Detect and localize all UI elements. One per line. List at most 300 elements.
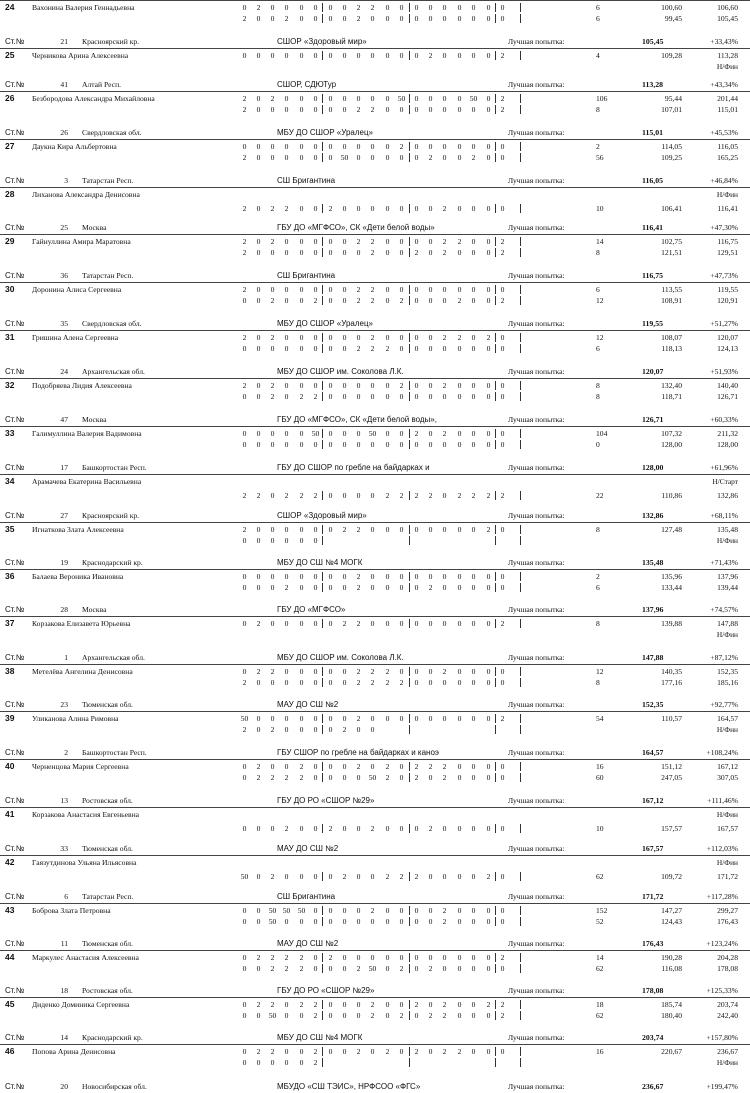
gate-penalty: 0 xyxy=(399,762,404,771)
gate-penalty: 0 xyxy=(328,1000,333,1009)
gate-penalty: 0 xyxy=(284,667,289,676)
start-label: Ст.№ xyxy=(5,319,25,328)
club-name: ГБУ ДО РО «СШОР №29» xyxy=(277,986,375,995)
gate-penalty: 2 xyxy=(270,204,275,213)
gate-penalty: 2 xyxy=(385,872,390,881)
gate-penalty: 0 xyxy=(428,285,433,294)
run-time: 95,44 xyxy=(664,94,682,103)
gate-penalty: 0 xyxy=(385,14,390,23)
gate-penalty: 2 xyxy=(500,953,505,962)
gate-penalty: 0 xyxy=(442,105,447,114)
entry-header xyxy=(0,905,750,916)
start-label: Ст.№ xyxy=(5,796,25,805)
column-divider xyxy=(495,14,496,23)
athlete-entry xyxy=(0,807,750,855)
penalty-total: 62 xyxy=(596,964,604,973)
gate-penalty: 0 xyxy=(328,906,333,915)
gate-penalty: 2 xyxy=(457,333,462,342)
gate-penalty: 0 xyxy=(399,440,404,449)
run-line xyxy=(0,677,750,688)
gate-penalty: 0 xyxy=(256,572,261,581)
start-number: 6 xyxy=(64,892,68,901)
run-total: 176,43 xyxy=(717,917,738,926)
penalty-total: 22 xyxy=(596,491,604,500)
gate-penalty: 2 xyxy=(500,105,505,114)
gate-penalty: 0 xyxy=(256,1011,261,1020)
gate-penalty: 0 xyxy=(486,94,491,103)
gate-penalty: 0 xyxy=(342,1047,347,1056)
gate-penalty: 2 xyxy=(500,491,505,500)
gate-penalty: 0 xyxy=(242,3,247,12)
gate-penalty: 0 xyxy=(284,678,289,687)
start-club-line xyxy=(0,891,750,902)
run-total: 113,28 xyxy=(717,51,738,60)
gate-penalty: 0 xyxy=(342,667,347,676)
penalty-total: 8 xyxy=(596,248,600,257)
athlete-entry xyxy=(0,187,750,234)
gate-penalty: 0 xyxy=(270,714,275,723)
gate-penalty: 0 xyxy=(442,392,447,401)
start-label: Ст.№ xyxy=(5,80,25,89)
gate-penalty: 0 xyxy=(486,762,491,771)
gate-penalty: 0 xyxy=(370,14,375,23)
best-attempt-label: Лучшая попытка: xyxy=(508,176,565,185)
gate-penalty: 2 xyxy=(486,872,491,881)
gate-penalty: 0 xyxy=(414,572,419,581)
gate-penalty: 2 xyxy=(370,678,375,687)
gate-penalty: 0 xyxy=(442,572,447,581)
gate-penalty: 0 xyxy=(242,572,247,581)
column-divider xyxy=(409,105,410,114)
column-divider xyxy=(322,572,323,581)
status-line xyxy=(0,629,750,640)
gate-penalty: 50 xyxy=(240,872,249,881)
gate-penalty: 0 xyxy=(500,381,505,390)
run-line xyxy=(0,823,750,834)
best-attempt-value: 236,67 xyxy=(642,1082,664,1091)
gate-penalty: 2 xyxy=(270,872,275,881)
behind-percent: +125,33% xyxy=(706,986,738,995)
run-line xyxy=(0,582,750,593)
gate-penalty: 50 xyxy=(340,153,349,162)
gate-penalty: 0 xyxy=(471,1000,476,1009)
column-divider xyxy=(322,917,323,926)
best-attempt-label: Лучшая попытка: xyxy=(508,796,565,805)
region: Архангельская обл. xyxy=(82,367,145,376)
gate-penalty: 0 xyxy=(399,667,404,676)
best-attempt-value: 167,57 xyxy=(642,844,664,853)
gate-penalty: 0 xyxy=(299,51,304,60)
gate-penalty: 2 xyxy=(356,667,361,676)
club-name: МАУ ДО СШ №2 xyxy=(277,844,339,853)
start-number: 11 xyxy=(60,939,68,948)
column-divider xyxy=(520,714,521,723)
gate-penalty: 2 xyxy=(356,1047,361,1056)
column-divider xyxy=(520,14,521,23)
gate-penalty: 0 xyxy=(313,906,318,915)
gate-penalty: 0 xyxy=(399,14,404,23)
best-attempt-value: 164,57 xyxy=(642,748,664,757)
start-label: Ст.№ xyxy=(5,176,25,185)
gate-penalty: 2 xyxy=(442,237,447,246)
gate-penalty: 2 xyxy=(242,153,247,162)
gate-penalty: 0 xyxy=(299,525,304,534)
gate-penalty: 2 xyxy=(356,714,361,723)
gate-penalty: 0 xyxy=(471,525,476,534)
entry-header xyxy=(0,524,750,535)
gate-penalty: 0 xyxy=(356,953,361,962)
gate-penalty: 2 xyxy=(299,392,304,401)
gate-penalty: 0 xyxy=(428,525,433,534)
best-attempt-value: 178,08 xyxy=(642,986,664,995)
gate-penalty: 2 xyxy=(442,429,447,438)
column-divider xyxy=(322,619,323,628)
column-divider xyxy=(495,917,496,926)
gate-penalty: 0 xyxy=(284,3,289,12)
gate-penalty: 0 xyxy=(414,296,419,305)
best-attempt-value: 128,00 xyxy=(642,463,664,472)
column-divider xyxy=(409,285,410,294)
gate-penalty: 2 xyxy=(414,429,419,438)
gate-penalty: 0 xyxy=(328,872,333,881)
penalty-total: 8 xyxy=(596,381,600,390)
gate-penalty: 2 xyxy=(356,762,361,771)
gate-penalty: 0 xyxy=(471,204,476,213)
gate-penalty: 0 xyxy=(414,714,419,723)
column-divider xyxy=(520,248,521,257)
athlete-entry xyxy=(0,903,750,950)
gate-penalty: 2 xyxy=(486,1000,491,1009)
gate-penalty: 0 xyxy=(256,917,261,926)
gate-penalty: 0 xyxy=(342,440,347,449)
gate-penalty: 0 xyxy=(256,964,261,973)
gate-penalty: 2 xyxy=(242,14,247,23)
best-attempt-value: 137,96 xyxy=(642,605,664,614)
gate-penalty: 0 xyxy=(270,142,275,151)
gate-penalty: 0 xyxy=(328,51,333,60)
gate-penalty: 2 xyxy=(313,491,318,500)
gate-penalty: 0 xyxy=(486,344,491,353)
penalty-total: 12 xyxy=(596,667,604,676)
column-divider xyxy=(495,142,496,151)
gate-penalty: 50 xyxy=(268,906,277,915)
start-club-line xyxy=(0,175,750,186)
gate-penalty: 2 xyxy=(500,94,505,103)
run-total: 147,88 xyxy=(717,619,738,628)
start-club-line xyxy=(0,462,750,473)
gate-penalty: 0 xyxy=(342,14,347,23)
entry-header xyxy=(0,571,750,582)
gate-penalty: 0 xyxy=(270,51,275,60)
column-divider xyxy=(495,906,496,915)
best-attempt-value: 132,86 xyxy=(642,511,664,520)
gate-penalty: 0 xyxy=(471,296,476,305)
gate-penalty: 0 xyxy=(457,381,462,390)
penalty-total: 6 xyxy=(596,3,600,12)
gate-penalty: 2 xyxy=(370,3,375,12)
gate-penalty: 0 xyxy=(342,906,347,915)
gate-penalty: 2 xyxy=(256,953,261,962)
penalty-total: 0 xyxy=(596,440,600,449)
gate-penalty: 0 xyxy=(385,824,390,833)
run-total: 129,51 xyxy=(717,248,738,257)
gate-penalty: 0 xyxy=(442,14,447,23)
gate-penalty: 2 xyxy=(284,204,289,213)
column-divider xyxy=(322,678,323,687)
athlete-entry xyxy=(0,711,750,759)
gate-penalty: 2 xyxy=(370,285,375,294)
column-divider xyxy=(495,392,496,401)
gate-penalty: 0 xyxy=(356,440,361,449)
athlete-name: Черненцова Мария Сергеевна xyxy=(32,762,129,771)
gate-penalty: 0 xyxy=(242,1011,247,1020)
start-label: Ст.№ xyxy=(5,1082,25,1091)
column-divider xyxy=(409,94,410,103)
gate-penalty: 2 xyxy=(299,964,304,973)
column-divider xyxy=(495,872,496,881)
gate-penalty: 2 xyxy=(299,491,304,500)
gate-penalty: 0 xyxy=(242,824,247,833)
athlete-entry xyxy=(0,91,750,139)
column-divider xyxy=(322,429,323,438)
column-divider xyxy=(495,440,496,449)
gate-penalty: 2 xyxy=(328,953,333,962)
gate-penalty: 2 xyxy=(500,237,505,246)
gate-penalty: 0 xyxy=(313,381,318,390)
status-note: Н/Фин xyxy=(716,630,738,639)
athlete-entry xyxy=(0,855,750,903)
gate-penalty: 0 xyxy=(256,725,261,734)
gate-penalty: 0 xyxy=(284,917,289,926)
entry-rank: 35 xyxy=(5,524,15,534)
behind-percent: +157,80% xyxy=(706,1033,738,1042)
entry-rank: 37 xyxy=(5,618,15,628)
gate-penalty: 2 xyxy=(399,491,404,500)
column-divider xyxy=(322,583,323,592)
column-divider xyxy=(322,381,323,390)
gate-penalty: 2 xyxy=(385,762,390,771)
gate-penalty: 0 xyxy=(342,381,347,390)
gate-penalty: 0 xyxy=(385,525,390,534)
gate-penalty: 0 xyxy=(242,392,247,401)
gate-penalty: 0 xyxy=(313,583,318,592)
gate-penalty: 2 xyxy=(342,725,347,734)
gate-penalty: 0 xyxy=(428,619,433,628)
club-name: МБУ ДО СШОР им. Соколова Л.К. xyxy=(277,653,404,662)
gate-penalty: 0 xyxy=(500,572,505,581)
status-line xyxy=(0,189,750,200)
gate-penalty: 0 xyxy=(399,917,404,926)
column-divider xyxy=(495,714,496,723)
gate-penalty: 0 xyxy=(414,153,419,162)
gate-penalty: 2 xyxy=(242,725,247,734)
run-time: 133,44 xyxy=(661,583,682,592)
gate-penalty: 0 xyxy=(428,142,433,151)
region: Краснодарский кр. xyxy=(82,1033,143,1042)
gate-penalty: 0 xyxy=(256,204,261,213)
gate-penalty: 2 xyxy=(356,964,361,973)
gate-penalty: 0 xyxy=(486,3,491,12)
run-total: 204,28 xyxy=(717,953,738,962)
run-time: 140,35 xyxy=(661,667,682,676)
start-label: Ст.№ xyxy=(5,748,25,757)
behind-percent: +74,57% xyxy=(710,605,738,614)
athlete-name: Диденко Доминика Сергеевна xyxy=(32,1000,130,1009)
column-divider xyxy=(409,964,410,973)
region: Архангельская обл. xyxy=(82,653,145,662)
gate-penalty: 0 xyxy=(256,906,261,915)
gate-penalty: 2 xyxy=(370,248,375,257)
best-attempt-label: Лучшая попытка: xyxy=(508,892,565,901)
gate-penalty: 0 xyxy=(385,237,390,246)
region: Москва xyxy=(82,415,107,424)
penalty-total: 8 xyxy=(596,392,600,401)
gate-penalty: 0 xyxy=(471,105,476,114)
club-name: ГБУ ДО «МГФСО» xyxy=(277,605,346,614)
gate-penalty: 0 xyxy=(486,153,491,162)
region: Тюменская обл. xyxy=(82,700,133,709)
athlete-name: Уликанова Алина Римовна xyxy=(32,714,119,723)
gate-penalty: 0 xyxy=(342,105,347,114)
status-note: Н/Фин xyxy=(716,725,738,734)
gate-penalty: 0 xyxy=(270,344,275,353)
gate-penalty: 2 xyxy=(342,619,347,628)
run-total: 106,60 xyxy=(717,3,738,12)
gate-penalty: 0 xyxy=(442,619,447,628)
athlete-name: Безбородова Александра Михайловна xyxy=(32,94,155,103)
start-number: 28 xyxy=(60,605,68,614)
gate-penalty: 2 xyxy=(414,491,419,500)
gate-penalty: 0 xyxy=(342,296,347,305)
gate-penalty: 0 xyxy=(442,964,447,973)
column-divider xyxy=(322,204,323,213)
start-number: 26 xyxy=(60,128,68,137)
behind-percent: +46,84% xyxy=(710,176,738,185)
behind-percent: +92,77% xyxy=(710,700,738,709)
gate-penalty: 0 xyxy=(328,381,333,390)
gate-penalty: 0 xyxy=(256,381,261,390)
gate-penalty: 0 xyxy=(399,714,404,723)
entry-rank: 39 xyxy=(5,713,15,723)
status-line xyxy=(0,1057,750,1068)
run-time: 102,75 xyxy=(661,237,682,246)
gate-penalty: 0 xyxy=(328,153,333,162)
gate-penalty: 0 xyxy=(486,1047,491,1056)
gate-penalty: 0 xyxy=(242,536,247,545)
gate-penalty: 0 xyxy=(342,583,347,592)
gate-penalty: 0 xyxy=(370,392,375,401)
gate-penalty: 0 xyxy=(385,906,390,915)
gate-penalty: 0 xyxy=(471,667,476,676)
run-total: 307,05 xyxy=(717,773,738,782)
entry-header xyxy=(0,141,750,152)
gate-penalty: 0 xyxy=(428,906,433,915)
run-line xyxy=(0,963,750,974)
gate-penalty: 0 xyxy=(442,440,447,449)
gate-penalty: 2 xyxy=(370,296,375,305)
gate-penalty: 0 xyxy=(270,583,275,592)
gate-penalty: 0 xyxy=(313,824,318,833)
gate-penalty: 0 xyxy=(385,1000,390,1009)
gate-penalty: 2 xyxy=(370,344,375,353)
start-label: Ст.№ xyxy=(5,367,25,376)
run-time: 106,41 xyxy=(661,204,682,213)
gate-penalty: 0 xyxy=(414,964,419,973)
start-label: Ст.№ xyxy=(5,511,25,520)
gate-penalty: 0 xyxy=(256,714,261,723)
gate-penalty: 2 xyxy=(256,3,261,12)
region: Башкортостан Респ. xyxy=(82,748,147,757)
column-divider xyxy=(520,333,521,342)
penalty-total: 12 xyxy=(596,296,604,305)
column-divider xyxy=(520,344,521,353)
best-attempt-label: Лучшая попытка: xyxy=(508,700,565,709)
gate-penalty: 0 xyxy=(471,333,476,342)
gate-penalty: 2 xyxy=(486,525,491,534)
gate-penalty: 0 xyxy=(414,953,419,962)
gate-penalty: 0 xyxy=(428,344,433,353)
column-divider xyxy=(520,142,521,151)
gate-penalty: 0 xyxy=(500,392,505,401)
column-divider xyxy=(520,296,521,305)
gate-penalty: 0 xyxy=(486,824,491,833)
gate-penalty: 0 xyxy=(313,51,318,60)
run-total: 236,67 xyxy=(717,1047,738,1056)
gate-penalty: 2 xyxy=(242,204,247,213)
gate-penalty: 50 xyxy=(282,906,291,915)
gate-penalty: 0 xyxy=(328,678,333,687)
column-divider xyxy=(520,773,521,782)
run-time: 147,27 xyxy=(661,906,682,915)
gate-penalty: 2 xyxy=(270,296,275,305)
gate-penalty: 0 xyxy=(500,872,505,881)
status-note: Н/Фин xyxy=(716,810,738,819)
gate-penalty: 0 xyxy=(486,1011,491,1020)
best-attempt-label: Лучшая попытка: xyxy=(508,223,565,232)
start-number: 27 xyxy=(60,511,68,520)
gate-penalty: 0 xyxy=(428,3,433,12)
column-divider xyxy=(495,572,496,581)
status-line xyxy=(0,535,750,546)
gate-penalty: 0 xyxy=(486,296,491,305)
column-divider xyxy=(409,525,410,534)
gate-penalty: 0 xyxy=(471,142,476,151)
gate-penalty: 0 xyxy=(457,906,462,915)
best-attempt-label: Лучшая попытка: xyxy=(508,605,565,614)
gate-penalty: 0 xyxy=(242,1058,247,1067)
gate-penalty: 0 xyxy=(313,14,318,23)
gate-penalty: 0 xyxy=(500,344,505,353)
penalty-total: 6 xyxy=(596,583,600,592)
athlete-name: Гайнуллина Амира Маратовна xyxy=(32,237,131,246)
best-attempt-label: Лучшая попытка: xyxy=(508,367,565,376)
best-attempt-value: 176,43 xyxy=(642,939,664,948)
gate-penalty: 0 xyxy=(500,964,505,973)
column-divider xyxy=(495,105,496,114)
run-time: 107,01 xyxy=(661,105,682,114)
run-line xyxy=(0,247,750,258)
gate-penalty: 0 xyxy=(370,917,375,926)
run-total: 116,41 xyxy=(717,204,738,213)
column-divider xyxy=(409,619,410,628)
gate-penalty: 0 xyxy=(428,105,433,114)
gate-penalty: 0 xyxy=(299,872,304,881)
gate-penalty: 0 xyxy=(242,762,247,771)
column-divider xyxy=(520,94,521,103)
gate-penalty: 2 xyxy=(385,1047,390,1056)
athlete-entry xyxy=(0,616,750,664)
column-divider xyxy=(322,392,323,401)
